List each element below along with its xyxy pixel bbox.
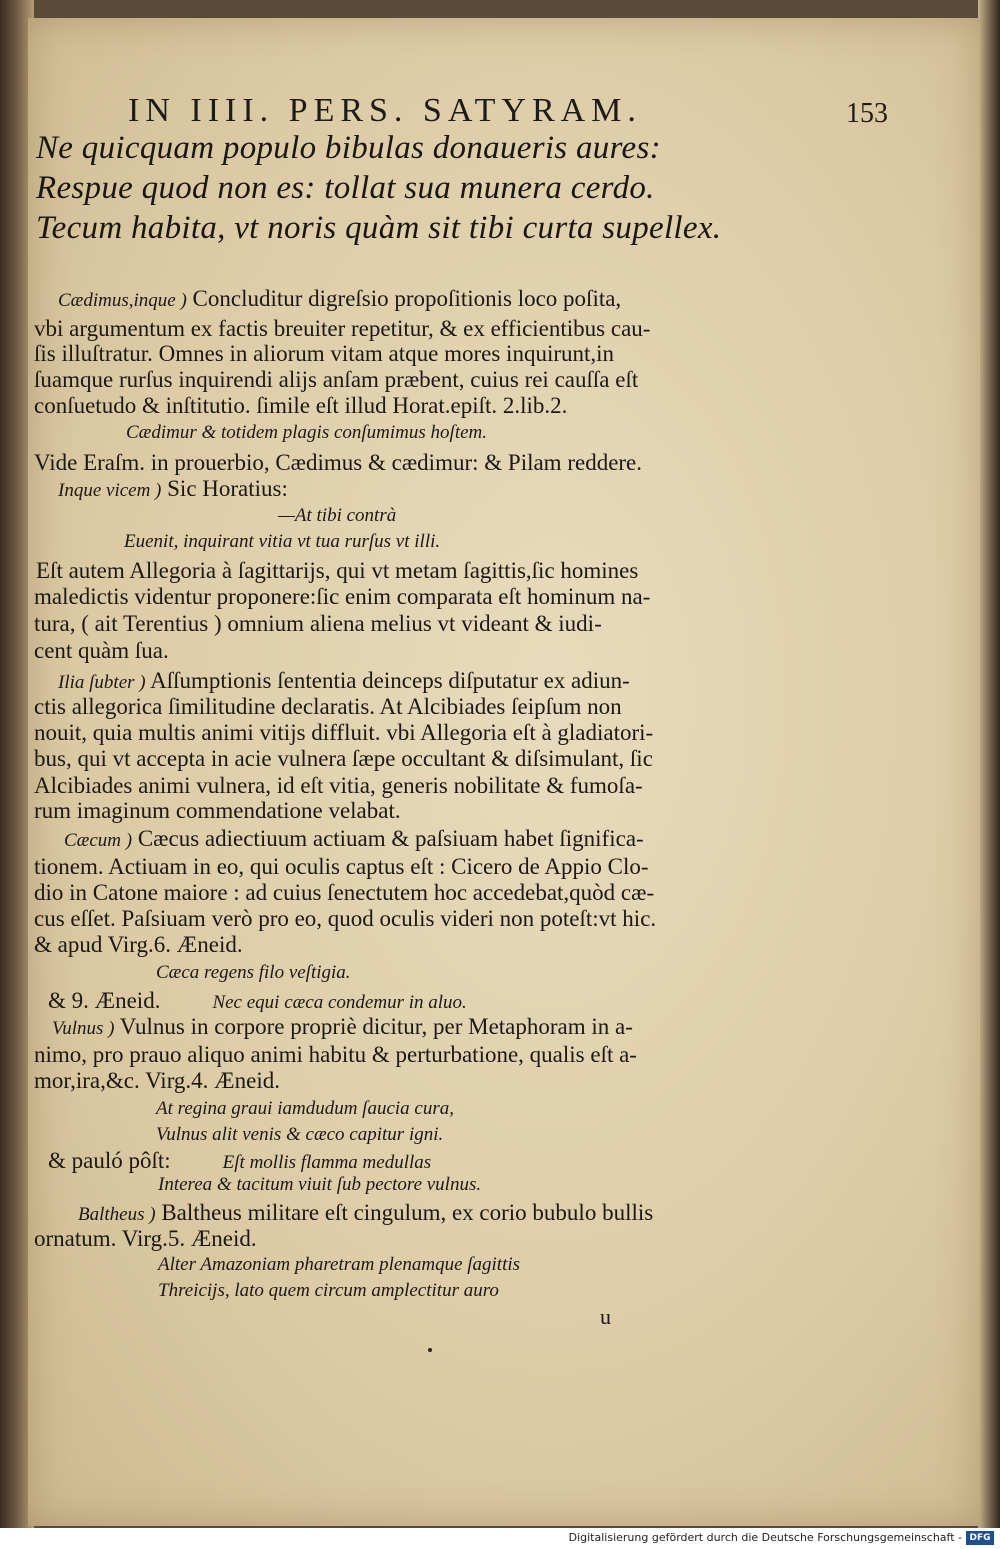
quotation-text: At regina graui iamdudum ſaucia cura,: [156, 1098, 454, 1119]
commentary-text: ſis illuſtratur. Omnes in aliorum vitam atque mores inquirunt,in: [34, 341, 615, 366]
commentary-line: [34, 932, 243, 958]
commentary-text: Cæcus adiectiuum actiuam & paſsiuam habet ſignifica-: [132, 826, 644, 851]
commentary-text: ſuamque rurſus inquirendi alijs anſam præbent, cuius rei cauſſa eſt: [34, 367, 639, 392]
quotation-text: Cædimur & totidem plagis conſumimus hoſtem.: [126, 422, 487, 443]
commentary-line: [34, 341, 614, 367]
commentary-text: tionem. Actiuam in eo, qui oculis captus eſt : Cicero de Appio Clo-: [34, 854, 649, 879]
commentary-text: Vulnus in corpore propriè dicitur, per Metaphoram in a-: [114, 1014, 633, 1039]
commentary-line: [34, 316, 650, 342]
commentary-line: [48, 988, 467, 1014]
verse-line: Tecum habita, vt noris quàm sit tibi curta supellex.: [36, 210, 722, 246]
commentary-text: nouit, quia multis animi vitijs diffluit. vbi Allegoria eſt à gladiatori-: [34, 720, 654, 745]
quotation-text: Nec equi cæca condemur in aluo.: [212, 992, 467, 1013]
commentary-text: vbi argumentum ex factis breuiter repetitur, & ex efficientibus cau-: [34, 316, 651, 341]
commentary-line: [124, 531, 440, 553]
commentary-text: & pauló pôſt:: [48, 1148, 171, 1173]
commentary-text: rum imaginum commendatione velabat.: [34, 798, 401, 823]
commentary-line: [34, 611, 602, 637]
commentary-line: [58, 476, 288, 502]
commentary-text: & 9. Æneid.: [48, 988, 161, 1013]
commentary-line: [34, 393, 567, 419]
commentary-text: tura, ( ait Terentius ) omnium aliena melius vt videant & iudi-: [34, 611, 602, 636]
lemma: Inque vicem ): [58, 480, 162, 501]
commentary-line: [156, 1124, 443, 1146]
ink-dot: [428, 1348, 432, 1352]
commentary-text: cent quàm ſua.: [34, 638, 169, 663]
commentary-line: [158, 1254, 520, 1276]
commentary-line: [34, 367, 638, 393]
commentary-line: [158, 1174, 481, 1196]
commentary-line: [34, 1226, 257, 1252]
commentary-line: [156, 1098, 454, 1120]
running-head: [98, 86, 928, 136]
commentary-text: & apud Virg.6. Æneid.: [34, 932, 243, 957]
verse-line: Respue quod non es: tollat sua munera cerdo.: [36, 170, 655, 206]
lemma: Cædimus,inque ): [58, 290, 187, 311]
commentary-line: [34, 746, 653, 772]
commentary-text: Eſt autem Allegoria à ſagittarijs, qui vt metam ſagittis,ſic homines: [36, 558, 639, 583]
quotation-text: Interea & tacitum viuit ſub pectore vulnus.: [158, 1174, 482, 1195]
lemma: Ilia ſubter ): [58, 672, 146, 693]
commentary-line: [34, 880, 654, 906]
commentary-text: Alcibiades animi vulnera, id eſt vitia, generis nobilitate & fumoſa-: [34, 773, 643, 798]
running-title: IN IIII. PERS. SATYRAM.: [128, 92, 642, 129]
commentary-line: [34, 906, 656, 932]
quotation-text: Euenit, inquirant vitia vt tua rurſus vt illi.: [124, 531, 441, 552]
commentary-text: ctis allegorica ſimilitudine declaratis. At Alcibiades ſeipſum non: [34, 694, 622, 719]
commentary-line: [34, 798, 401, 824]
commentary-line: [278, 505, 396, 527]
lemma: Baltheus ): [78, 1204, 156, 1225]
lemma: Vulnus ): [52, 1018, 115, 1039]
commentary-line: [156, 962, 351, 984]
commentary-line: [58, 668, 630, 694]
commentary-text: ornatum. Virg.5. Æneid.: [34, 1226, 257, 1251]
quotation-text: Alter Amazoniam pharetram plenamque ſagittis: [158, 1254, 521, 1275]
commentary-line: [34, 720, 653, 746]
commentary-line: [34, 450, 642, 476]
commentary-text: bus, qui vt accepta in acie vulnera ſæpe occultant & diſsimulant, ſic: [34, 746, 653, 771]
commentary-line: [52, 1014, 633, 1040]
commentary-text: Sic Horatius:: [161, 476, 288, 501]
commentary-text: Vide Eraſm. in prouerbio, Cædimus & cædimur: & Pilam reddere.: [34, 450, 643, 475]
commentary-line: [34, 1068, 280, 1094]
commentary-line: [34, 694, 622, 720]
quotation-text: Threicijs, lato quem circum amplectitur auro: [158, 1280, 499, 1301]
dfg-logo: DFG: [966, 1531, 994, 1545]
commentary-text: Aſſumptionis ſententia deinceps diſputatur ex adiun-: [145, 668, 630, 693]
page-number: 153: [846, 98, 888, 129]
commentary-line: [34, 854, 649, 880]
commentary-text: mor,ira,&c. Virg.4. Æneid.: [34, 1068, 280, 1093]
commentary-text: conſuetudo & inſtitutio. ſimile eſt illud Horat.epiſt. 2.lib.2.: [34, 393, 568, 418]
commentary-line: [34, 638, 169, 664]
verse-line: Ne quicquam populo bibulas donaueris aures:: [36, 130, 661, 166]
commentary-line: [34, 584, 650, 610]
commentary-line: [158, 1280, 499, 1302]
quotation-text: Eſt mollis flamma medullas: [222, 1152, 432, 1173]
lemma: Cæcum ): [64, 830, 133, 851]
commentary-line: [34, 1042, 637, 1068]
commentary-line: [36, 558, 638, 584]
commentary-text: Concluditur digreſsio propoſitionis loco poſita,: [186, 286, 622, 311]
quotation-text: Vulnus alit venis & cæco capitur igni.: [156, 1124, 444, 1145]
commentary-text: maledictis videntur proponere:ſic enim comparata eſt hominum na-: [34, 584, 651, 609]
commentary-line: [34, 773, 643, 799]
quotation-text: Cæca regens filo veſtigia.: [156, 962, 351, 983]
commentary-text: cus eſſet. Paſsiuam verò pro eo, quod oculis videri non poteſt:vt hic.: [34, 906, 657, 931]
commentary-line: [58, 286, 621, 312]
commentary-line: [48, 1148, 431, 1174]
commentary-text: nimo, pro prauo aliquo animi habitu & perturbatione, qualis eſt a-: [34, 1042, 637, 1067]
commentary-line: [78, 1200, 653, 1226]
funding-credit: Digitalisierung gefördert durch die Deutsche Forschungsgemeinschaft -: [568, 1531, 962, 1544]
book-page: [28, 18, 980, 1526]
commentary-line: [64, 826, 644, 852]
commentary-text: Baltheus militare eſt cingulum, ex corio bubulo bullis: [155, 1200, 654, 1225]
catchword: u: [600, 1304, 611, 1329]
commentary-text: dio in Catone maiore : ad cuius ſenectutem hoc accedebat,quòd cæ-: [34, 880, 655, 905]
quotation-text: —At tibi contrà: [278, 505, 397, 526]
book-edge-right: [978, 0, 1000, 1528]
footer-bar: [0, 1528, 1000, 1549]
commentary-line: [126, 422, 487, 444]
